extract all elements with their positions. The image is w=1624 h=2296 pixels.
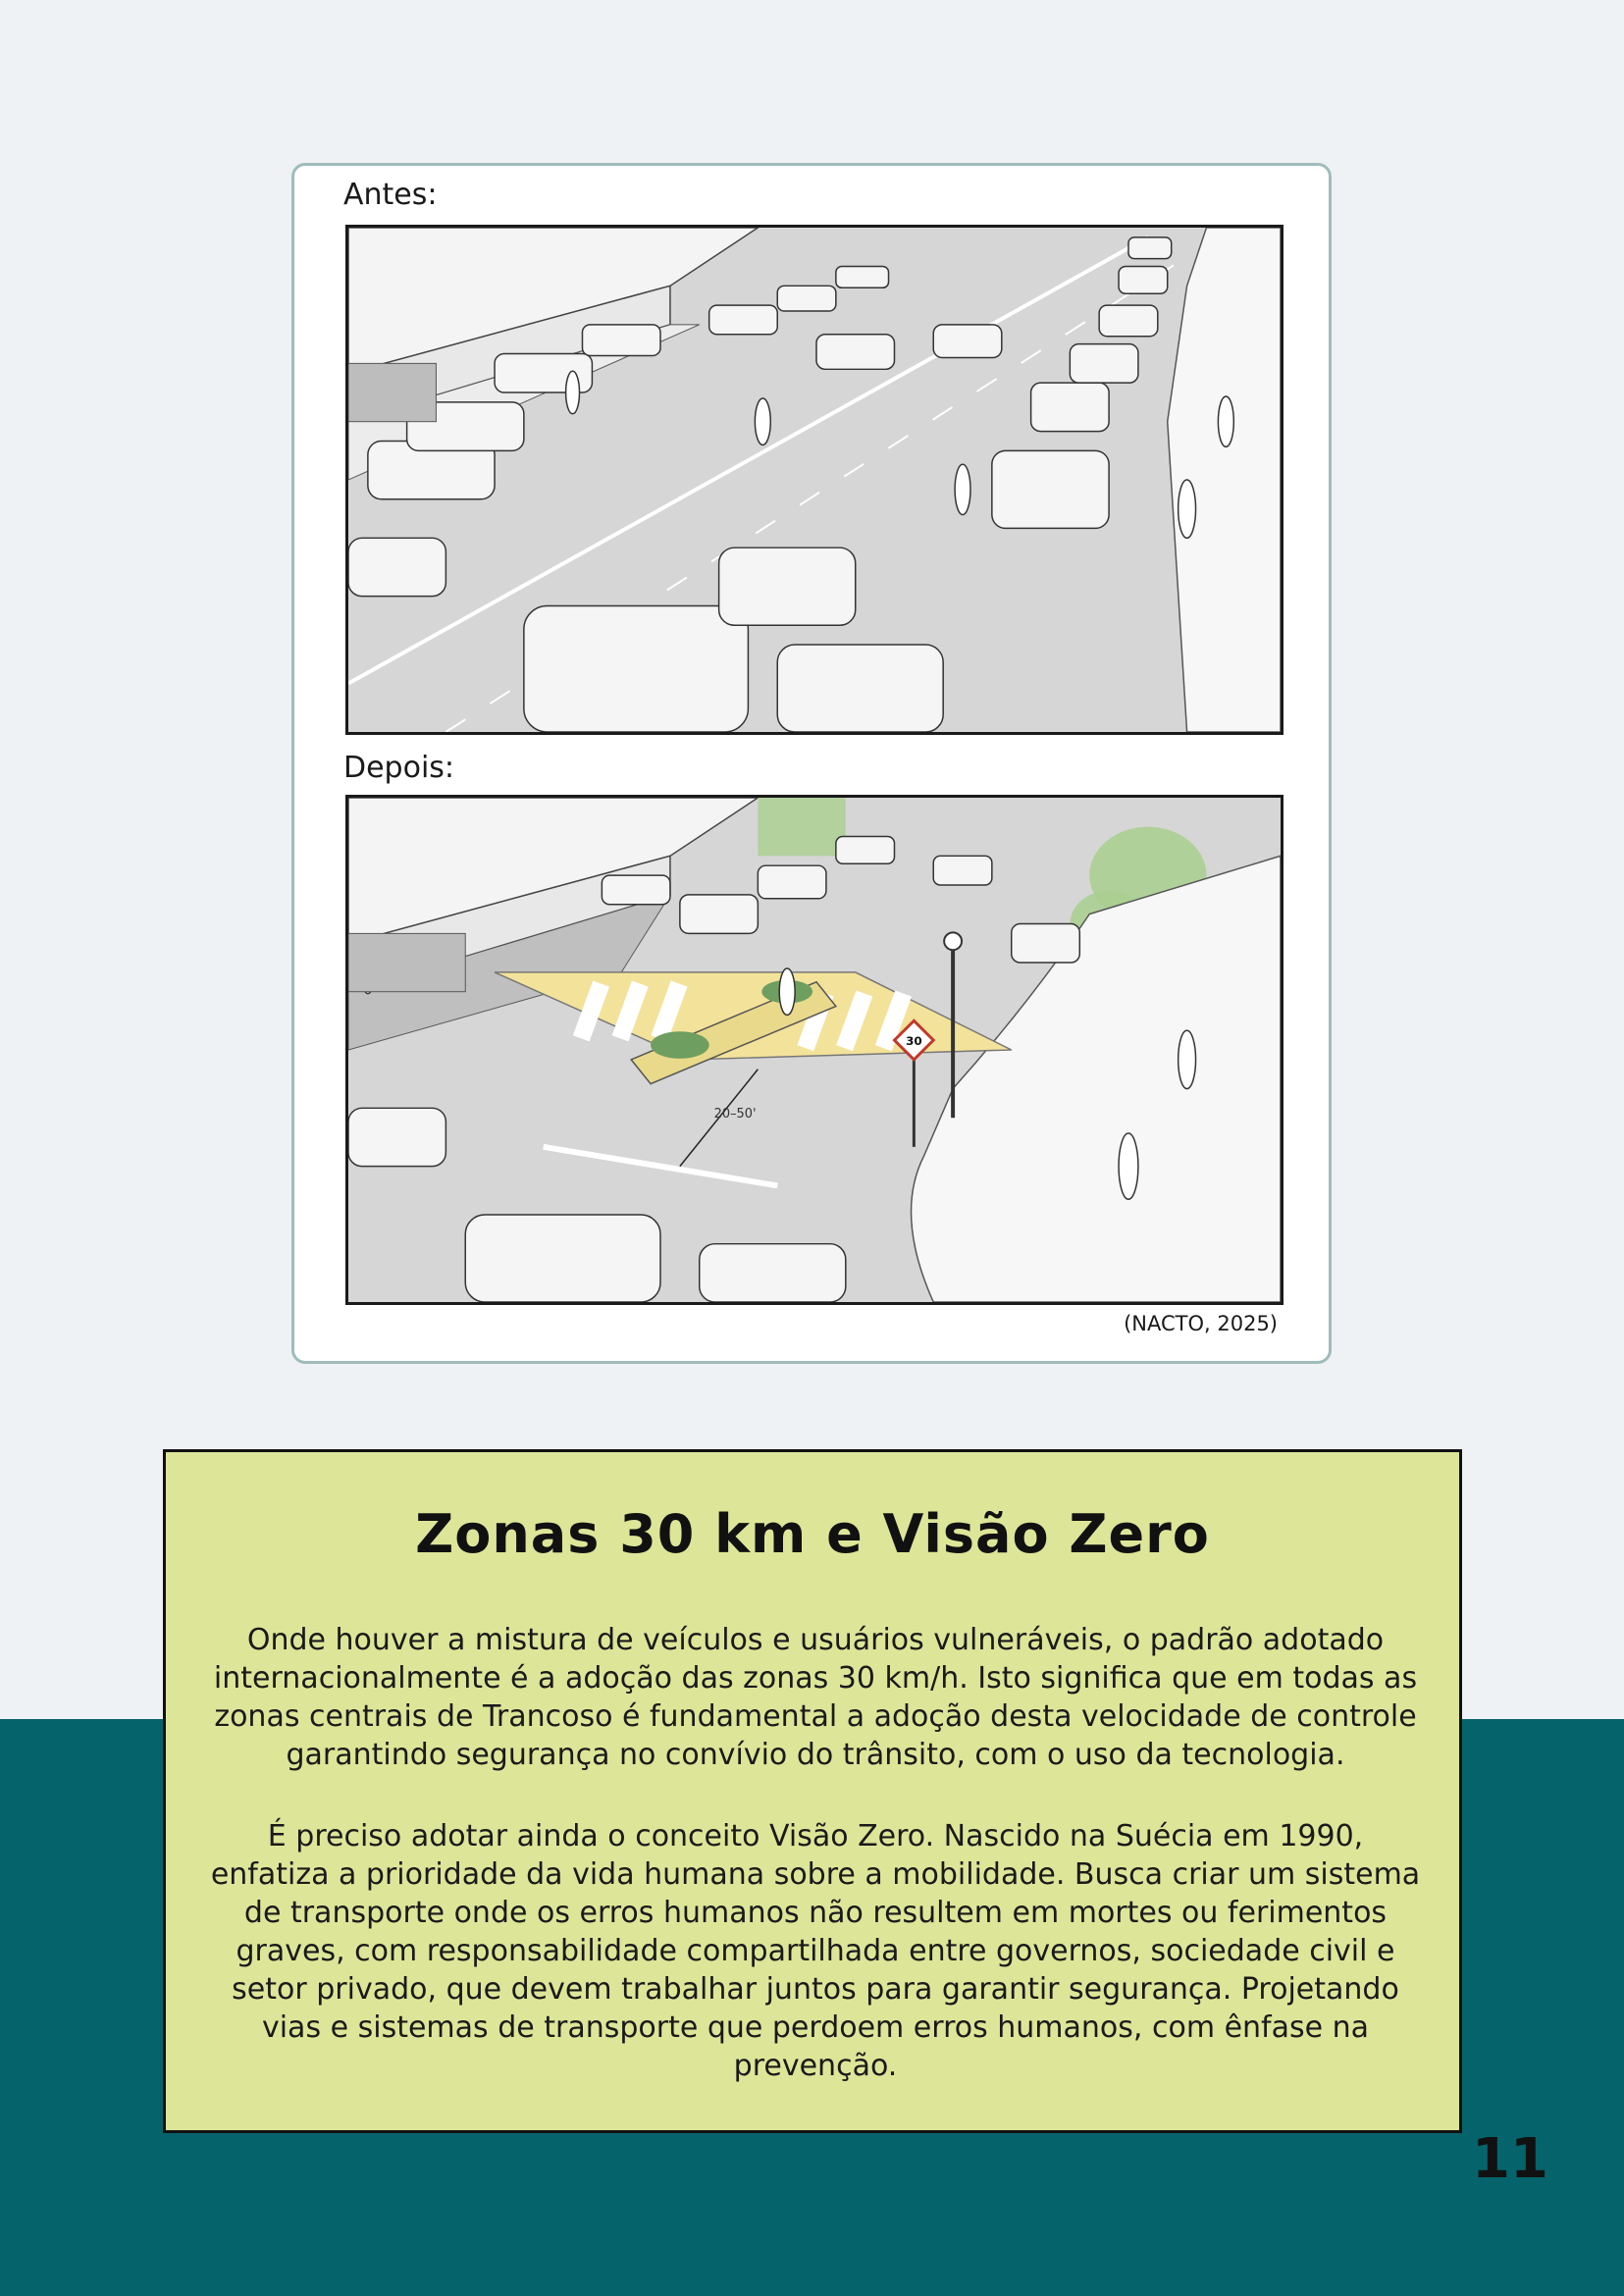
after-label: Depois: bbox=[343, 751, 455, 785]
page-number: 11 bbox=[1472, 2127, 1548, 2191]
before-label: Antes: bbox=[343, 178, 438, 212]
section-title: Zonas 30 km e Visão Zero bbox=[415, 1503, 1210, 1565]
figure-card bbox=[291, 163, 1332, 1364]
paragraph-visao-zero: É preciso adotar ainda o conceito Visão Zero. Nascido na Suécia em 1990, enfatiza a prioridade da vida humana sobre a mobilidade. Busca criar um sistema de transporte onde os erros humanos não resultem em mortes ou ferimentos graves, com responsabilidade compartilhada entre governos, sociedade civil e setor privado, que devem trabalhar juntos para garantir segurança. Projetando vias e sistemas de transporte que perdoem erros humanos, com ênfase na prevenção. bbox=[210, 1819, 1421, 2083]
dimension-label: 20–50' bbox=[713, 1107, 757, 1122]
speed-sign-text: 30 bbox=[906, 1034, 922, 1049]
figure-caption: (NACTO, 2025) bbox=[1124, 1312, 1278, 1335]
paragraph-zonas-30: Onde houver a mistura de veículos e usuários vulneráveis, o padrão adotado internacionalmente é a adoção das zonas 30 km/h. Isto significa que em todas as zonas centrais de Trancoso é fundamental a adoção desta velocidade de controle garantindo segurança no convívio do trânsito, com o uso da tecnologia. bbox=[213, 1623, 1418, 1772]
before-street-illustration bbox=[345, 225, 1283, 735]
after-street-illustration bbox=[345, 795, 1283, 1305]
info-text-box bbox=[163, 1449, 1462, 2133]
